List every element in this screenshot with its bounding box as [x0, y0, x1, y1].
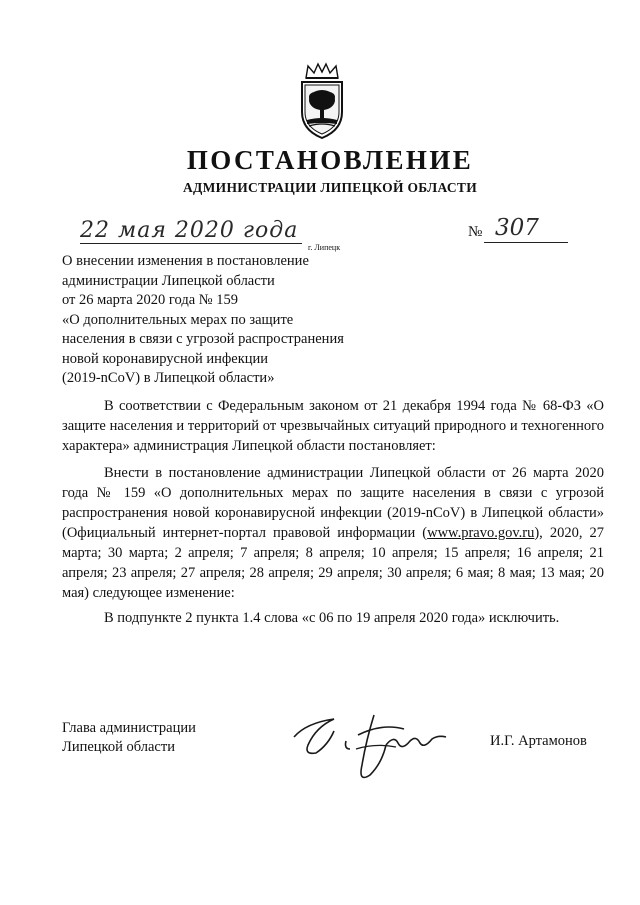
reference-line: (2019-nCoV) в Липецкой области»	[62, 370, 275, 386]
coat-of-arms-emblem	[296, 62, 348, 140]
reference-line: О внесении изменения в постановление	[62, 253, 309, 269]
pravo-portal-link[interactable]: www.pravo.gov.ru	[427, 525, 535, 541]
number-sign: №	[468, 224, 483, 240]
reference-block	[62, 252, 362, 389]
handwritten-signature	[286, 705, 456, 790]
document-title: ПОСТАНОВЛЕНИЕ	[186, 145, 474, 175]
change-paragraph: В подпункте 2 пункта 1.4 слова «с 06 по 19 апреля 2020 года» исключить.	[104, 610, 560, 626]
issuing-authority: АДМИНИСТРАЦИИ ЛИПЕЦКОЙ ОБЛАСТИ	[182, 180, 478, 195]
reference-line: от 26 марта 2020 года № 159	[62, 292, 238, 308]
reference-line: населения в связи с угрозой распространения	[62, 331, 344, 347]
signatory-position-line: Глава администрации	[62, 720, 196, 736]
date-underline	[80, 243, 302, 244]
number-underline	[484, 242, 568, 243]
reference-line: «О дополнительных мерах по защите	[62, 311, 294, 328]
handwritten-date: 22 мая 2020 года	[80, 218, 299, 243]
amendment-text-continued: ), 2020, 27 марта; 30 марта; 2 апреля; 7 апреля; 8 апреля; 10 апреля; 15 апреля; 16 апреля; 21 апреля; 23 апреля; 27 апреля; 28 апреля; 29 апреля; 30 апреля; 6 мая; 8 мая; 13 мая; 20 мая) следующее изменение:	[62, 525, 604, 601]
city-label: г. Липецк	[308, 243, 341, 252]
signatory-position-line: Липецкой области	[62, 739, 175, 755]
preamble-paragraph: В соответствии с Федеральным законом от 21 декабря 1994 года № 68-ФЗ «О защите населения и территорий от чрезвычайных ситуаций природного и техногенного характера» администрация Липецкой области постановляет:	[62, 398, 604, 454]
handwritten-document-number: 307	[495, 215, 539, 241]
signatory-name: И.Г. Артамонов	[490, 733, 587, 749]
signatory-position	[62, 719, 196, 757]
reference-line: администрации Липецкой области	[62, 272, 275, 289]
amendment-text: Внести в постановление администрации Липецкой области от 26 марта 2020 года № 159 «О дополнительных мерах по защите населения в связи с угрозой распространения новой коронавирусной инфекции (2019-nCoV) в Липецкой области» (Официальный интернет-портал правовой информации (	[62, 465, 604, 541]
reference-line: новой коронавирусной инфекции	[62, 350, 269, 367]
amendment-paragraph	[62, 463, 604, 603]
